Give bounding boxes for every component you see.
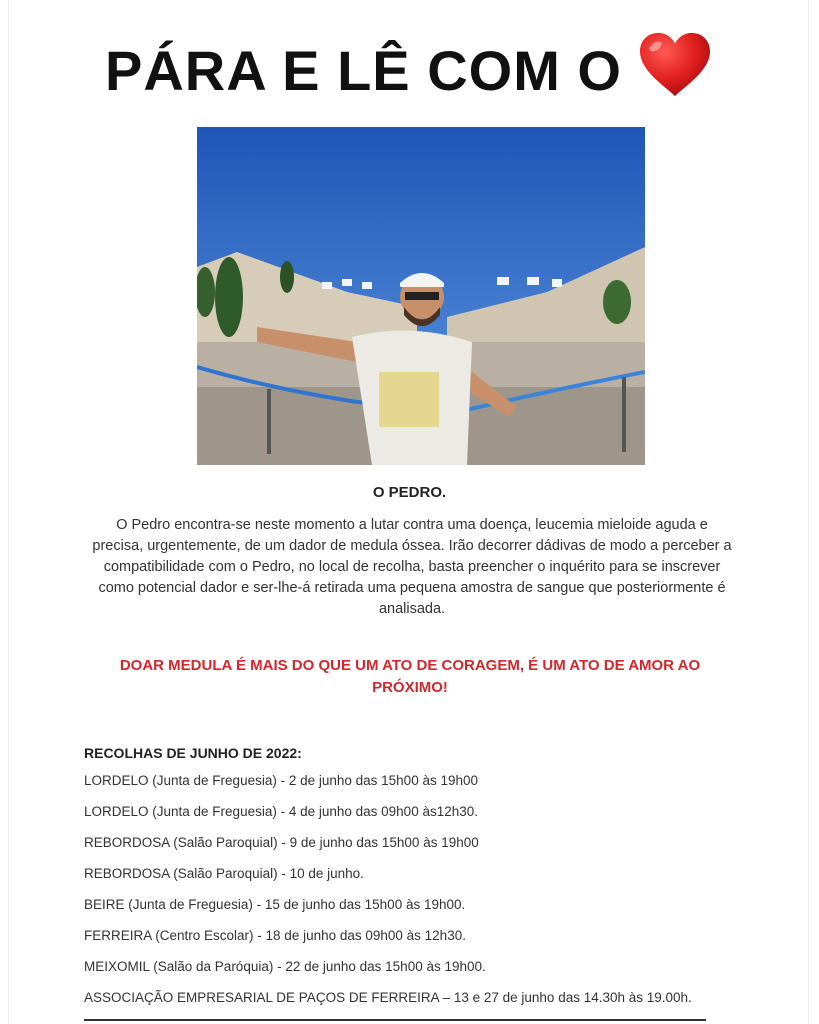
title-text: PÁRA E LÊ COM O bbox=[105, 39, 622, 102]
collections-list bbox=[84, 745, 784, 1020]
collections-heading: RECOLHAS DE JUNHO DE 2022: bbox=[84, 745, 302, 761]
collection-item: FERREIRA (Centro Escolar) - 18 de junho das 09h00 às 12h30. bbox=[84, 928, 466, 943]
heart-icon bbox=[636, 30, 714, 100]
photo-pedro bbox=[197, 127, 645, 465]
collection-item: ASSOCIAÇÃO EMPRESARIAL DE PAÇOS DE FERREIRA – 13 e 27 de junho das 14.30h às 19.00h. bbox=[84, 990, 692, 1005]
collection-item: BEIRE (Junta de Freguesia) - 15 de junho das 15h00 às 19h00. bbox=[84, 897, 466, 912]
slogan-text: DOAR MEDULA É MAIS DO QUE UM ATO DE CORAGEM, É UM ATO DE AMOR AO PRÓXIMO! bbox=[119, 657, 701, 696]
collection-item: REBORDOSA (Salão Paroquial) - 10 de junho. bbox=[84, 866, 364, 881]
collection-item: LORDELO (Junta de Freguesia) - 2 de junho das 15h00 às 19h00 bbox=[84, 773, 478, 788]
stadium-photo bbox=[197, 127, 645, 465]
bottom-divider bbox=[84, 1019, 706, 1021]
collection-item: REBORDOSA (Salão Paroquial) - 9 de junho das 15h00 às 19h00 bbox=[84, 835, 479, 850]
collection-item: MEIXOMIL (Salão da Paróquia) - 22 de junho das 15h00 às 19h00. bbox=[84, 959, 486, 974]
photo-caption: O PEDRO. bbox=[372, 484, 447, 501]
collection-item: LORDELO (Junta de Freguesia) - 4 de junho das 09h00 às12h30. bbox=[84, 804, 478, 819]
page-title bbox=[0, 30, 819, 106]
description-paragraph: O Pedro encontra-se neste momento a lutar contra uma doença, leucemia mieloide aguda e precisa, urgentemente, de um dador de medula óssea. Irão decorrer dádivas de modo a perceber a compatibilidade com o Pedro, no local de recolha, basta preencher o inquérito para se inscrever como potencial dador e ser-lhe-á retirada uma pequena amostra de sangue que posteriormente é analisada. bbox=[92, 517, 732, 617]
